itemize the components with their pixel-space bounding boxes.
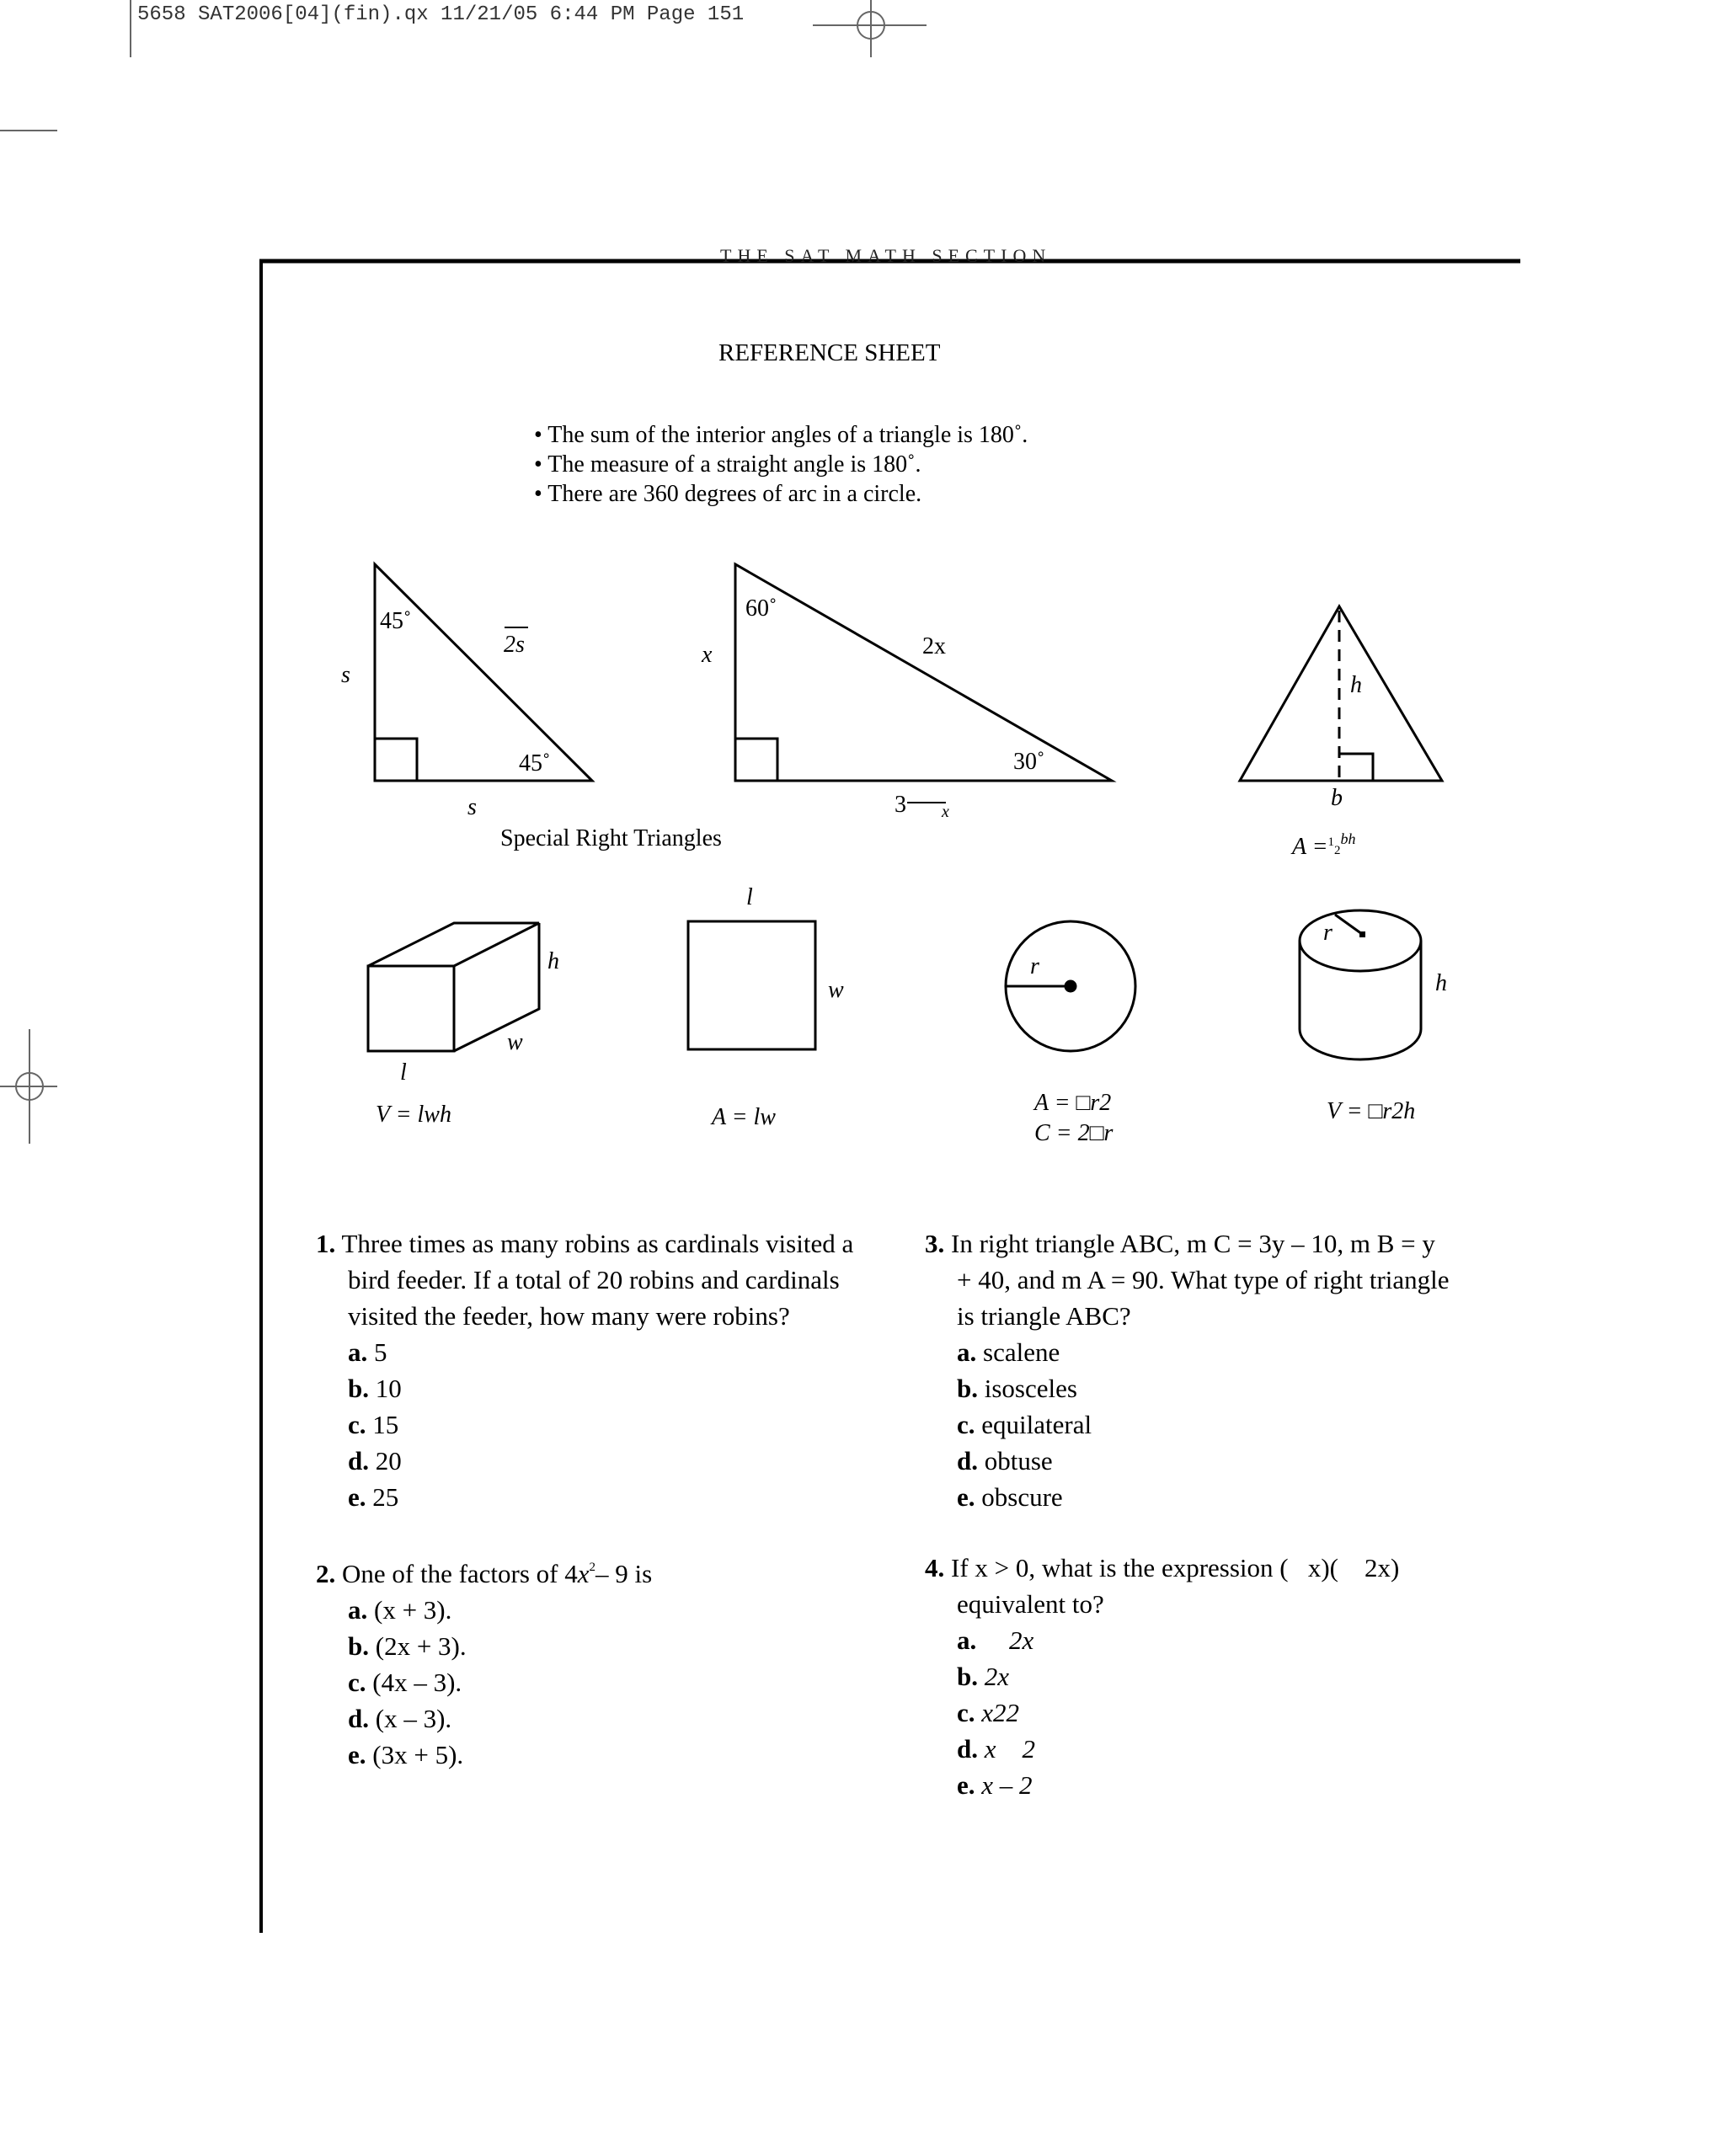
circle-radius-label: r xyxy=(1030,953,1039,979)
page-title: REFERENCE SHEET xyxy=(718,339,941,366)
question-stem-line: equivalent to? xyxy=(957,1589,1104,1619)
box-volume-formula: V = lwh xyxy=(376,1102,451,1128)
answer-option[interactable]: e. 25 xyxy=(348,1482,399,1512)
special-triangles-caption: Special Right Triangles xyxy=(500,825,722,851)
question-stem: 2. One of the factors of $4x^2-$ 9 is xyxy=(316,1559,653,1588)
question-stem-line: is triangle ABC? xyxy=(957,1301,1131,1331)
question-1 xyxy=(316,1225,853,1515)
answer-option[interactable]: b. 2x xyxy=(957,1662,1010,1691)
rect-length-label: l xyxy=(746,884,753,910)
answer-option[interactable]: d. obtuse xyxy=(957,1446,1053,1476)
answer-option[interactable]: b. isosceles xyxy=(957,1374,1077,1403)
question-stem-line: bird feeder. If a total of 20 robins and cardinals xyxy=(348,1265,840,1294)
cylinder-radius-label: r xyxy=(1323,920,1332,946)
answer-option[interactable]: e. obscure xyxy=(957,1482,1063,1512)
tri45-top-angle: 45˚ xyxy=(380,608,412,634)
box-height-label: h xyxy=(547,948,559,974)
triangle-area-figure xyxy=(1240,606,1442,781)
triangle-area-formula: $A =^12^{bh}$ xyxy=(1292,830,1356,860)
running-head: THE SAT MATH SECTION xyxy=(720,245,1052,266)
cylinder-figure xyxy=(1300,910,1421,1059)
triangle-30-60-90 xyxy=(735,564,1112,803)
answer-option[interactable]: a. 2x xyxy=(957,1625,1034,1655)
question-stem: 1. Three times as many robins as cardinals visited a xyxy=(316,1229,854,1258)
tri30-bottom-angle: 30˚ xyxy=(1013,749,1045,775)
print-slug: 5658 SAT2006[04](fin).qx 11/21/05 6:44 PM Page 151 xyxy=(137,3,745,26)
question-stem-line: + 40, and m A = 90. What type of right triangle xyxy=(957,1265,1450,1294)
tri45-bottom-angle: 45˚ xyxy=(519,750,551,776)
crop-marks xyxy=(0,0,927,1144)
tri30-top-angle: 60˚ xyxy=(745,595,777,622)
fact-item: • The measure of a straight angle is 180˚. xyxy=(534,451,921,478)
question-stem: 4. If x > 0, what is the expression ( x)( 2x) xyxy=(925,1553,1400,1582)
circle-figure xyxy=(1006,921,1135,1051)
tri45-side-label: s xyxy=(341,662,350,688)
fact-item: • The sum of the interior angles of a triangle is 180˚. xyxy=(534,422,1028,448)
answer-option[interactable]: d. 20 xyxy=(348,1446,402,1476)
triangle-height-label: h xyxy=(1350,672,1362,698)
tri45-hyp-label: 2s xyxy=(504,632,525,658)
question-stem-line: visited the feeder, how many were robins? xyxy=(348,1301,790,1331)
rect-area-formula: A = lw xyxy=(712,1104,776,1130)
answer-option[interactable]: a. 5 xyxy=(348,1337,387,1367)
fact-item: • There are 360 degrees of arc in a circle. xyxy=(534,481,922,507)
answer-option[interactable]: c. (4x – 3). xyxy=(348,1668,462,1697)
cylinder-height-label: h xyxy=(1435,970,1447,996)
circle-area-formula: A = □r2 xyxy=(1034,1090,1112,1116)
question-4 xyxy=(925,1550,1399,1803)
tri45-base-label: s xyxy=(467,794,477,820)
answer-option[interactable]: d. x 2 xyxy=(957,1734,1036,1764)
tri30-base-number: 3 xyxy=(895,792,906,818)
triangle-base-label: b xyxy=(1331,785,1343,811)
tri30-base-variable: x xyxy=(942,803,949,821)
tri30-side-label: x xyxy=(702,642,713,668)
cylinder-volume-formula: V = □r2h xyxy=(1327,1098,1416,1124)
triangle-45-45-90 xyxy=(375,564,592,781)
answer-option[interactable]: a. (x + 3). xyxy=(348,1595,452,1625)
rectangle-figure xyxy=(688,921,815,1049)
answer-option[interactable]: e. (3x + 5). xyxy=(348,1740,464,1769)
question-2 xyxy=(316,1550,652,1773)
question-3 xyxy=(925,1225,1450,1515)
rect-width-label: w xyxy=(828,977,844,1003)
tri30-hyp-label: 2x xyxy=(922,633,946,659)
answer-option[interactable]: c. x22 xyxy=(957,1698,1020,1727)
circle-circumference-formula: C = 2□r xyxy=(1034,1120,1114,1146)
answer-option[interactable]: e. x – 2 xyxy=(957,1770,1033,1800)
box-width-label: w xyxy=(507,1029,523,1055)
question-stem: 3. In right triangle ABC, m C = 3y – 10, m B = y xyxy=(925,1229,1435,1258)
answer-option[interactable]: a. scalene xyxy=(957,1337,1060,1367)
answer-option[interactable]: d. (x – 3). xyxy=(348,1704,452,1733)
answer-option[interactable]: c. equilateral xyxy=(957,1410,1092,1439)
facts-list xyxy=(534,420,1028,509)
answer-option[interactable]: b. 10 xyxy=(348,1374,402,1403)
answer-option[interactable]: b. (2x + 3). xyxy=(348,1631,467,1661)
answer-option[interactable]: c. 15 xyxy=(348,1410,399,1439)
box-length-label: l xyxy=(400,1059,407,1086)
